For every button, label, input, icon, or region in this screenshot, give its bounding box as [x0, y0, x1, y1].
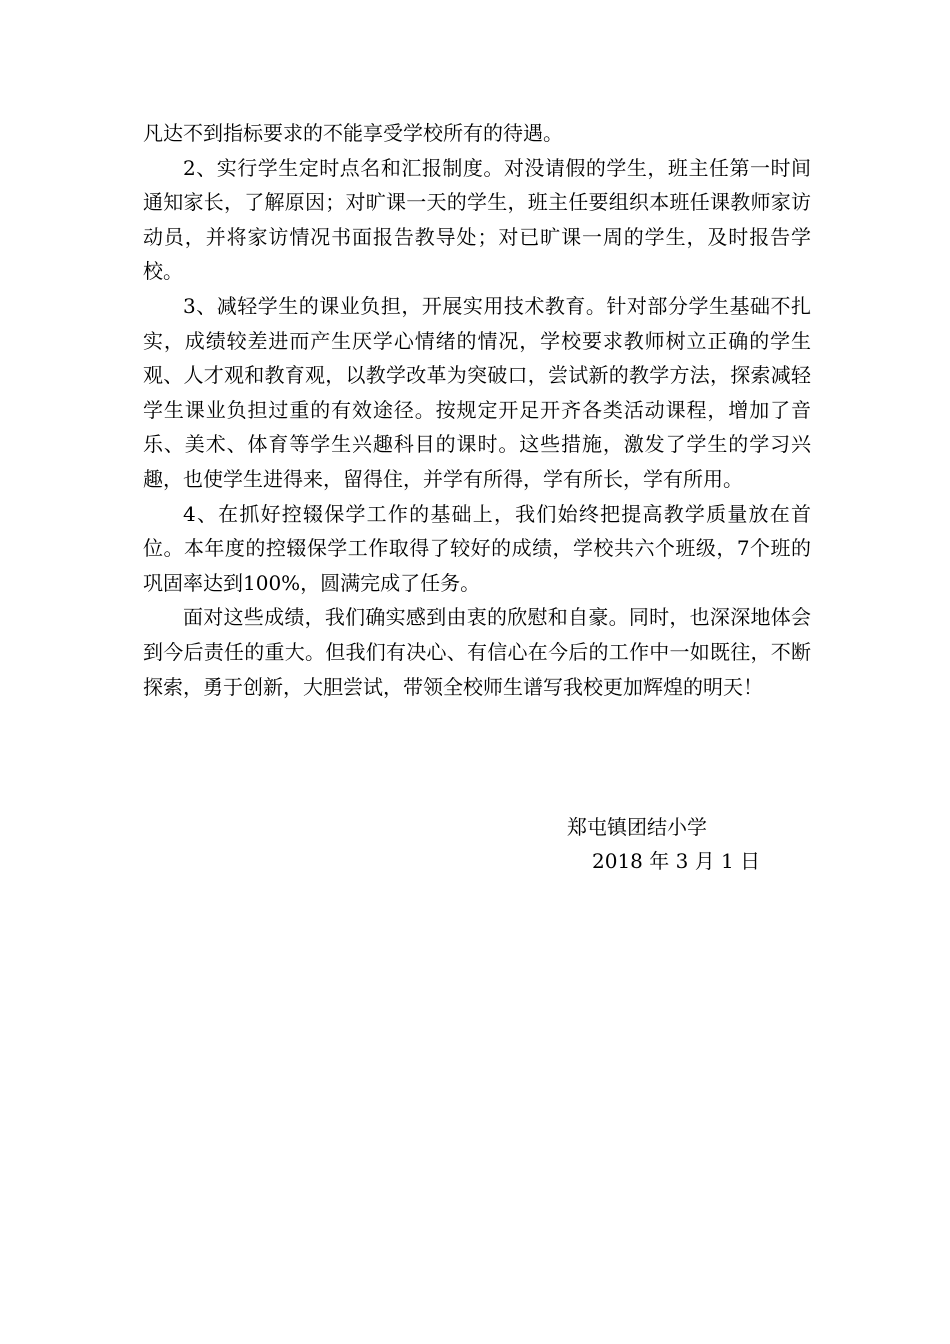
paragraph-item-2: 2、实行学生定时点名和汇报制度。对没请假的学生，班主任第一时间通知家长，了解原因；对旷课一天的学生，班主任要组织本班任课教师家访动员，并将家访情况书面报告教导处；对已旷课一周的学生，及时报告学校。 — [143, 155, 811, 284]
signature-date: 2018 年 3 月 1 日 — [592, 849, 761, 873]
paragraph-conclusion: 面对这些成绩，我们确实感到由衷的欣慰和自豪。同时，也深深地体会到今后责任的重大。但我们有决心、有信心在今后的工作中一如既往，不断探索，勇于创新，大胆尝试，带领全校师生谱写我校更加辉煌的明天！ — [143, 605, 811, 699]
document-body — [143, 116, 811, 704]
paragraph-item-4: 4、在抓好控辍保学工作的基础上，我们始终把提高教学质量放在首位。本年度的控辍保学工作取得了较好的成绩，学校共六个班级，7个班的巩固率达到100%，圆满完成了任务。 — [143, 501, 811, 595]
paragraph-item-3: 3、减轻学生的课业负担，开展实用技术教育。针对部分学生基础不扎实，成绩较差进而产生厌学心情绪的情况，学校要求教师树立正确的学生观、人才观和教育观，以教学改革为突破口，尝试新的教学方法，探索减轻学生课业负担过重的有效途径。按规定开足开齐各类活动课程，增加了音乐、美术、体育等学生兴趣科目的课时。这些措施，激发了学生的学习兴趣，也使学生进得来，留得住，并学有所得，学有所长，学有所用。 — [143, 293, 811, 491]
paragraph-continuation: 凡达不到指标要求的不能享受学校所有的待遇。 — [143, 121, 563, 145]
signature-organization: 郑屯镇团结小学 — [567, 815, 707, 839]
